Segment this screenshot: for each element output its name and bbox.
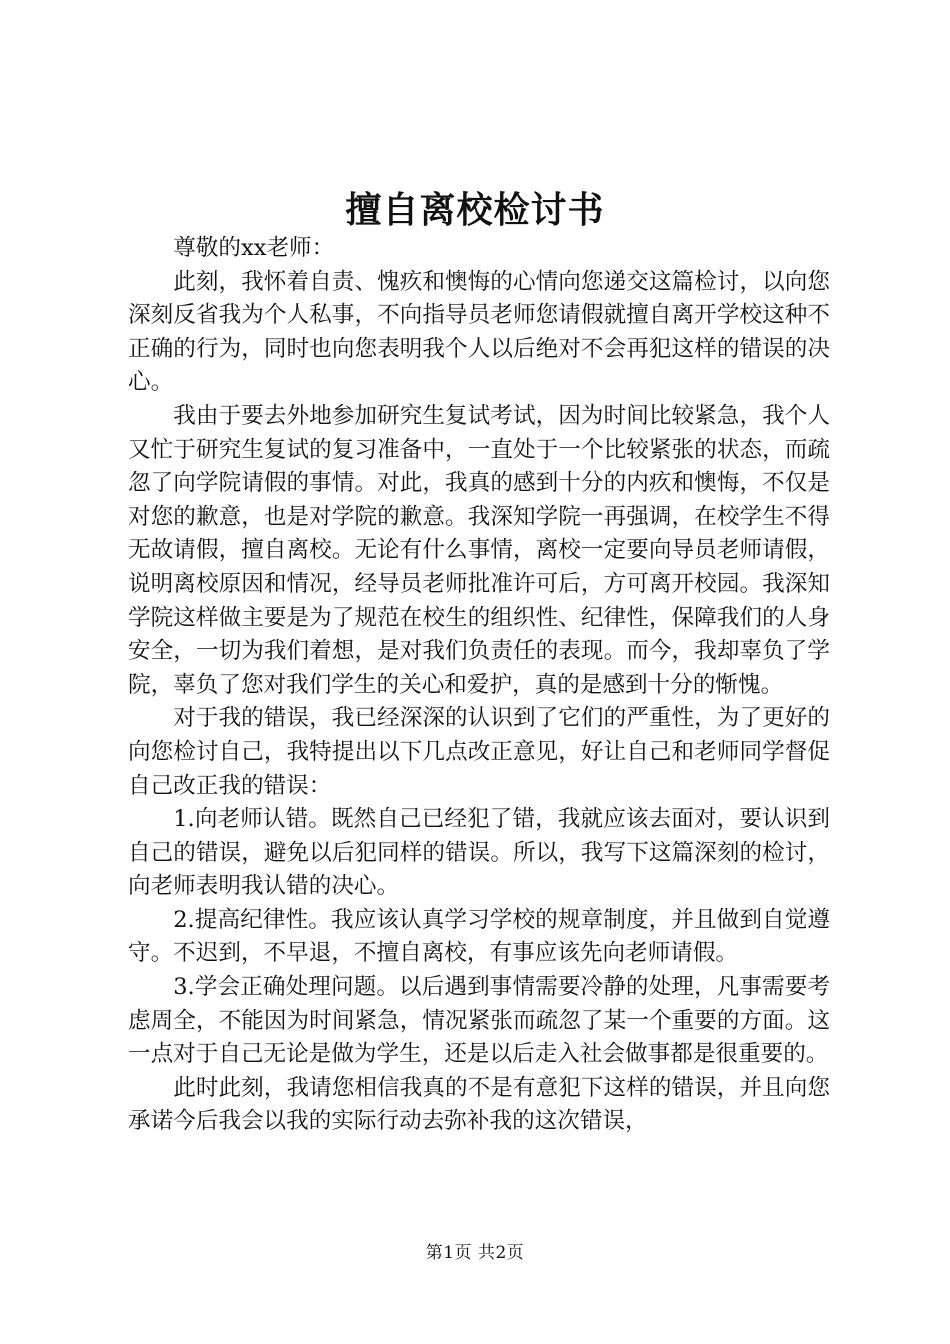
list-item-3: 3.学会正确处理问题。以后遇到事情需要冷静的处理，凡事需要考虑周全，不能因为时间紧急，情况紧张而疏忽了某一个重要的方面。这一点对于自己无论是做为学生，还是以后走入社会做事都是很重要的。 (128, 974, 830, 1068)
paragraph-closing: 此时此刻，我请您相信我真的不是有意犯下这样的错误，并且向您承诺今后我会以我的实际行动去弥补我的这次错误， (128, 1074, 830, 1135)
page-number: 第1页 共2页 (425, 1243, 525, 1263)
document-body (128, 232, 830, 1139)
paragraph-intro: 此刻，我怀着自责、愧疚和懊悔的心情向您递交这篇检讨，以向您深刻反省我为个人私事，不向指导员老师您请假就擅自离开学校这种不正确的行为，同时也向您表明我个人以后绝对不会再犯这样的错误的决心。 (128, 268, 830, 396)
list-item-1: 1.向老师认错。既然自己已经犯了错，我就应该去面对，要认识到自己的错误，避免以后犯同样的错误。所以，我写下这篇深刻的检讨，向老师表明我认错的决心。 (128, 806, 830, 900)
paragraph-reason: 我由于要去外地参加研究生复试考试，因为时间比较紧急，我个人又忙于研究生复试的复习准备中，一直处于一个比较紧张的状态，而疏忽了向学院请假的事情。对此，我真的感到十分的内疚和懊悔，不仅是对您的歉意，也是对学院的歉意。我深知学院一再强调，在校学生不得无故请假，擅自离校。无论有什么事情，离校一定要向导员老师请假，说明离校原因和情况，经导员老师批准许可后，方可离开校园。我深知学院这样做主要是为了规范在校生的组织性、纪律性，保障我们的人身安全，一切为我们着想，是对我们负责任的表现。而今，我却辜负了学院，辜负了您对我们学生的关心和爱护，真的是感到十分的惭愧。 (128, 402, 830, 698)
list-item-2: 2.提高纪律性。我应该认真学习学校的规章制度，并且做到自觉遵守。不迟到，不早退，不擅自离校，有事应该先向老师请假。 (128, 906, 830, 967)
paragraph-corrections-intro: 对于我的错误，我已经深深的认识到了它们的严重性，为了更好的向您检讨自己，我特提出以下几点改正意见，好让自己和老师同学督促自己改正我的错误： (128, 705, 830, 799)
document-title: 擅自离校检讨书 (345, 189, 605, 231)
salutation: 尊敬的xx老师： (173, 235, 335, 261)
